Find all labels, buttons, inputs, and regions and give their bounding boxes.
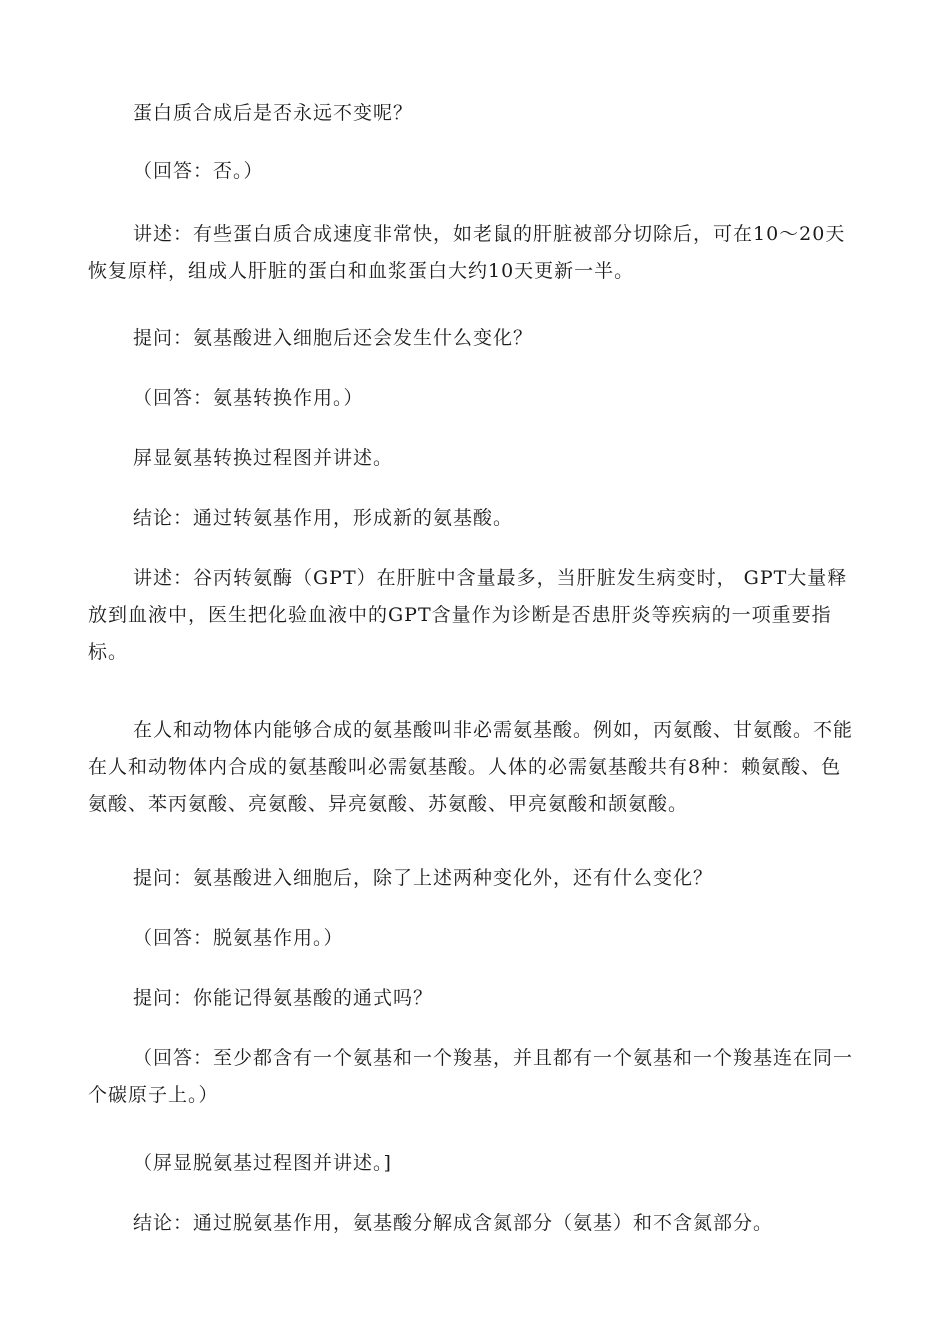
paragraph-answer-transamination: （回答：氨基转换作用。）: [133, 387, 364, 409]
paragraph-conclusion-transamination: 结论：通过转氨基作用，形成新的氨基酸。: [133, 507, 514, 529]
paragraph-lecture-protein-synthesis: 讲述：有些蛋白质合成速度非常快，如老鼠的肝脏被部分切除后，可在10～20天恢复原样，组成人肝脏的蛋白和血浆蛋白大约10天更新一半。: [88, 223, 846, 282]
paragraph-question-protein-change: 蛋白质合成后是否永远不变呢？: [133, 102, 414, 124]
paragraph-question-general-formula: 提问：你能记得氨基酸的通式吗？: [133, 987, 434, 1009]
paragraph-question-amino-acid-change: 提问：氨基酸进入细胞后还会发生什么变化？: [133, 327, 534, 349]
paragraph-answer-deamination: （回答：脱氨基作用。）: [133, 927, 344, 949]
paragraph-screen-transamination: 屏显氨基转换过程图并讲述。: [133, 447, 394, 469]
paragraph-question-other-changes: 提问：氨基酸进入细胞后，除了上述两种变化外，还有什么变化？: [133, 867, 714, 889]
paragraph-conclusion-deamination: 结论：通过脱氨基作用，氨基酸分解成含氮部分（氨基）和不含氮部分。: [133, 1212, 774, 1234]
paragraph-essential-amino-acids: 在人和动物体内能够合成的氨基酸叫非必需氨基酸。例如，丙氨酸、甘氨酸。不能在人和动物体内合成的氨基酸叫必需氨基酸。人体的必需氨基酸共有8种：赖氨酸、色氨酸、苯丙氨酸、亮氨酸、异亮氨酸、苏氨酸、甲亮氨酸和颉氨酸。: [88, 719, 854, 815]
paragraph-screen-deamination: （屏显脱氨基过程图并讲述。]: [133, 1152, 392, 1174]
paragraph-lecture-gpt: 讲述：谷丙转氨酶（GPT）在肝脏中含量最多，当肝脏发生病变时， GPT大量释放到血液中，医生把化验血液中的GPT含量作为诊断是否患肝炎等疾病的一项重要指标。: [88, 567, 848, 663]
paragraph-answer-general-formula: （回答：至少都含有一个氨基和一个羧基，并且都有一个氨基和一个羧基连在同一个碳原子上。）: [88, 1047, 854, 1106]
paragraph-answer-no: （回答：否。）: [133, 160, 264, 182]
